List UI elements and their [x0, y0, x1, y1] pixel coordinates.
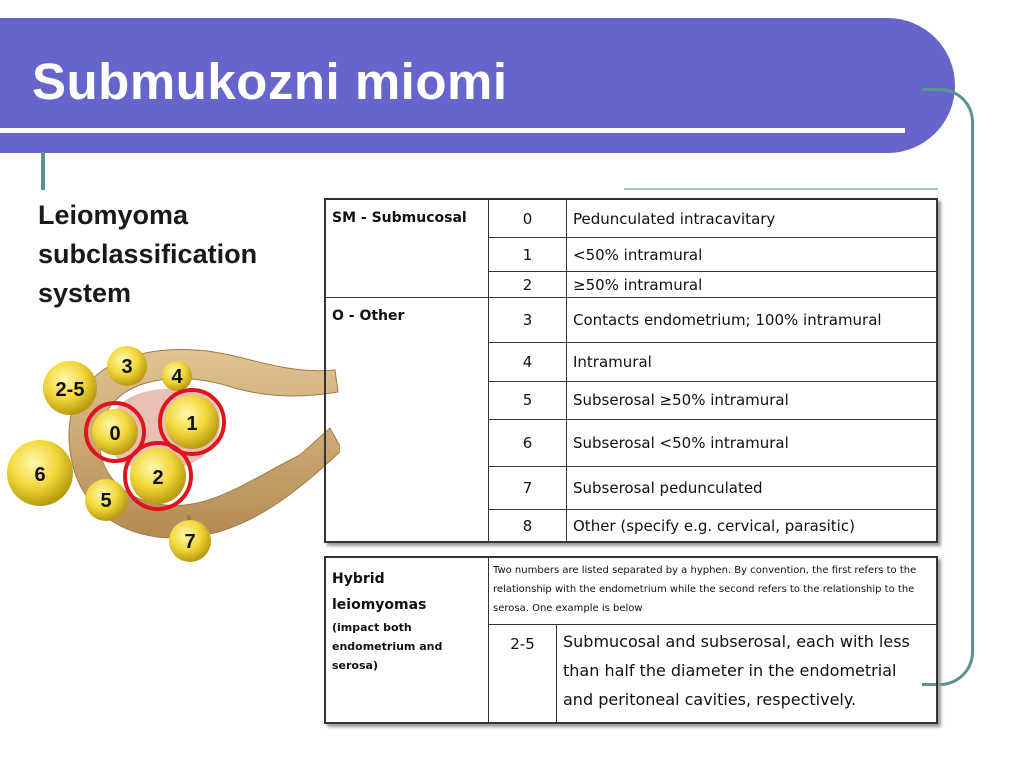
svg-text:6: 6: [34, 464, 46, 486]
diagram-subtitle: Leiomyoma subclassification system: [38, 200, 258, 308]
type-description: ≥50% intramural: [567, 272, 938, 298]
fibroid-bubble-6: [7, 440, 73, 506]
svg-text:2-5: 2-5: [55, 379, 85, 401]
hybrid-category-note: (impact both endometrium and serosa): [332, 621, 443, 672]
type-number: 1: [489, 238, 567, 272]
title-underline: [0, 128, 905, 133]
fibroid-bubble-2: [125, 443, 191, 509]
svg-text:5: 5: [100, 490, 112, 512]
type-number: 7: [489, 467, 567, 510]
hybrid-note: Two numbers are listed separated by a hyphen. By convention, the first refers to the relationship with the endometrium while the second refers to the relationship to the serosa. One example is below: [489, 557, 938, 625]
type-description: Subserosal ≥50% intramural: [567, 381, 938, 420]
svg-text:4: 4: [171, 366, 183, 388]
type-description: Contacts endometrium; 100% intramural: [567, 298, 938, 343]
svg-text:3: 3: [121, 356, 133, 378]
table-top-rule: [624, 188, 938, 190]
classification-table: [324, 198, 938, 543]
svg-text:0: 0: [109, 423, 121, 445]
slide-title: Submukozni miomi: [32, 53, 508, 110]
type-number: 4: [489, 343, 567, 382]
fibroid-bubble-5: [85, 479, 127, 521]
type-number: 3: [489, 298, 567, 343]
type-description: <50% intramural: [567, 238, 938, 272]
svg-text:1: 1: [186, 413, 198, 435]
type-number: 8: [489, 510, 567, 542]
hybrid-category-line2: leiomyomas: [332, 597, 427, 613]
table-row: [325, 557, 937, 625]
uterus-fibroid-diagram: [0, 330, 340, 570]
left-accent-tick: [41, 152, 45, 190]
type-description: Intramural: [567, 343, 938, 382]
hybrid-category-cell: [325, 557, 489, 723]
fibroid-bubbles: [7, 346, 224, 562]
type-description: Other (specify e.g. cervical, parasitic): [567, 510, 938, 542]
type-description: Subserosal <50% intramural: [567, 420, 938, 467]
type-number: 6: [489, 420, 567, 467]
type-description: Subserosal pedunculated: [567, 467, 938, 510]
hybrid-table: [324, 556, 938, 724]
type-number: 0: [489, 199, 567, 238]
svg-text:7: 7: [184, 531, 196, 553]
type-number: 2: [489, 272, 567, 298]
table-row: [325, 199, 937, 238]
fibroid-bubble-2-5: [43, 361, 97, 415]
hybrid-description: Submucosal and subserosal, each with less than half the diameter in the endometrial and peritoneal cavities, respectively.: [557, 625, 938, 724]
category-cell: SM - Submucosal: [325, 199, 489, 298]
type-description: Pedunculated intracavitary: [567, 199, 938, 238]
type-number: 5: [489, 381, 567, 420]
svg-text:2: 2: [152, 467, 164, 489]
fibroid-bubble-4: [162, 361, 192, 391]
hybrid-category-line1: Hybrid: [332, 571, 385, 587]
table-row: [325, 298, 937, 343]
category-cell: O - Other: [325, 298, 489, 542]
hybrid-number: 2-5: [489, 625, 557, 724]
fibroid-bubble-3: [107, 346, 147, 386]
